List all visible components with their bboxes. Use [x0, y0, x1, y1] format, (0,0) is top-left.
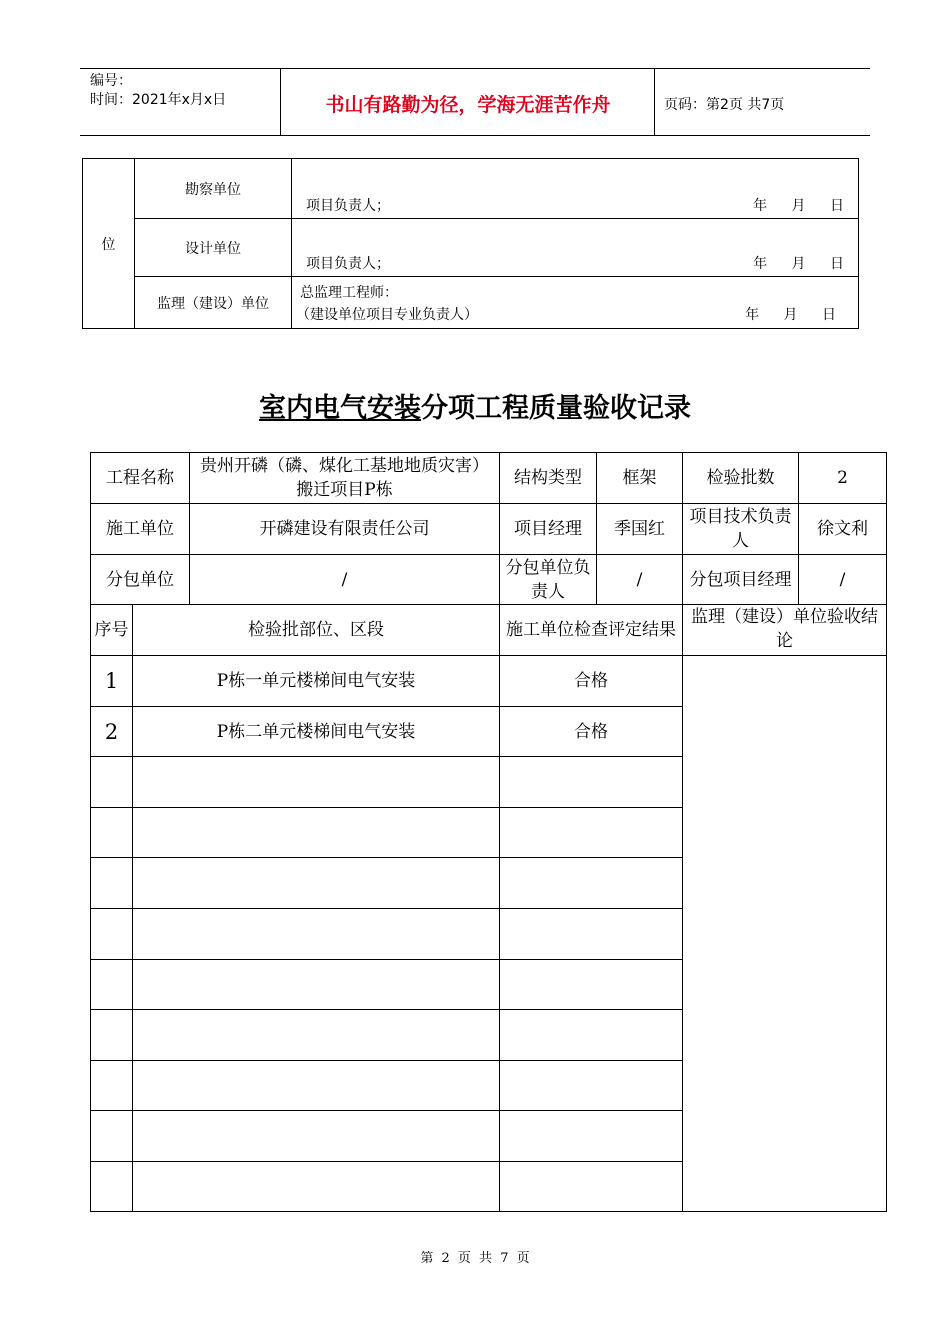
item-seq	[91, 960, 133, 1010]
sign-label: 项目负责人；	[306, 256, 390, 272]
structure-label: 结构类型	[500, 453, 597, 504]
item-seq	[91, 1061, 133, 1111]
item-result: 合格	[500, 707, 683, 757]
page-footer: 第 2 页 共 7 页	[420, 1251, 530, 1266]
table-row	[91, 555, 887, 605]
date-label: 年 月 日	[753, 198, 844, 214]
structure-value: 框架	[597, 453, 683, 504]
item-seq	[91, 808, 133, 858]
item-seq	[91, 1010, 133, 1061]
item-result	[500, 858, 683, 909]
title-rest: 分项工程质量验收记录	[421, 393, 691, 424]
table-header-row	[91, 605, 887, 656]
item-result	[500, 757, 683, 808]
project-name-label: 工程名称	[91, 453, 190, 504]
item-result	[500, 1162, 683, 1212]
unit-signature-table	[82, 158, 859, 329]
serial-label: 编号：	[90, 73, 132, 89]
contractor-value: 开磷建设有限责任公司	[190, 504, 500, 555]
header-motto: 书山有路勤为径，学海无涯苦作舟	[325, 94, 611, 116]
sign-label: 总监理工程师：	[300, 285, 398, 301]
item-seq	[91, 757, 133, 808]
title-underlined: 室内电气安装	[259, 393, 421, 424]
sign-label: 项目负责人；	[306, 198, 390, 214]
subcontractor-label: 分包单位	[91, 555, 190, 605]
sign-cell	[292, 219, 859, 277]
unit-name: 监理（建设）单位	[135, 277, 292, 329]
col-seq-header: 序号	[91, 605, 133, 656]
table-row	[83, 277, 859, 329]
item-location	[133, 960, 500, 1010]
sub-lead-label: 分包单位负责人	[500, 555, 597, 605]
units-left-label: 位	[83, 159, 135, 329]
tech-lead-value: 徐文利	[799, 504, 887, 555]
pm-value: 季国红	[597, 504, 683, 555]
item-seq	[91, 858, 133, 909]
conclusion-cell	[683, 656, 887, 1212]
pm-label: 项目经理	[500, 504, 597, 555]
header-top-rule	[80, 68, 870, 69]
unit-name: 勘察单位	[135, 159, 292, 219]
table-row	[83, 159, 859, 219]
item-seq	[91, 909, 133, 960]
item-location	[133, 1162, 500, 1212]
sub-lead-value: /	[597, 555, 683, 605]
sign-label: （建设单位项目专业负责人）	[296, 307, 478, 323]
header-divider	[654, 68, 655, 135]
item-seq: 2	[91, 707, 133, 757]
item-location	[133, 858, 500, 909]
item-seq	[91, 1162, 133, 1212]
time-label: 时间：2021年x月x日	[90, 92, 227, 108]
item-seq	[91, 1111, 133, 1162]
item-result	[500, 808, 683, 858]
item-result	[500, 1111, 683, 1162]
sub-pm-value: /	[799, 555, 887, 605]
item-result	[500, 909, 683, 960]
header-divider	[280, 68, 281, 135]
item-location: P栋二单元楼梯间电气安装	[133, 707, 500, 757]
unit-name: 设计单位	[135, 219, 292, 277]
item-result	[500, 960, 683, 1010]
sign-cell	[292, 159, 859, 219]
table-row	[83, 219, 859, 277]
tech-lead-label: 项目技术负责人	[683, 504, 799, 555]
item-result	[500, 1010, 683, 1061]
header-meta	[90, 72, 226, 110]
item-seq: 1	[91, 656, 133, 707]
sign-cell	[292, 277, 859, 329]
col-result-header: 施工单位检查评定结果	[500, 605, 683, 656]
header-page-label: 页码：第2页 共7页	[664, 97, 785, 113]
date-label: 年 月 日	[753, 256, 844, 272]
item-location	[133, 1111, 500, 1162]
item-location	[133, 1061, 500, 1111]
item-result	[500, 1061, 683, 1111]
table-row	[91, 453, 887, 504]
subcontractor-value: /	[190, 555, 500, 605]
col-location-header: 检验批部位、区段	[133, 605, 500, 656]
project-name: 贵州开磷（磷、煤化工基地地质灾害）搬迁项目P栋	[190, 453, 500, 504]
header-bottom-rule	[80, 135, 870, 136]
date-label: 年 月 日	[745, 307, 836, 323]
table-row	[91, 504, 887, 555]
item-location	[133, 1010, 500, 1061]
page-title	[0, 386, 950, 425]
item-result: 合格	[500, 656, 683, 707]
batch-count-label: 检验批数	[683, 453, 799, 504]
acceptance-record-table	[90, 452, 887, 1212]
contractor-label: 施工单位	[91, 504, 190, 555]
item-location	[133, 909, 500, 960]
col-conclusion-header: 监理（建设）单位验收结论	[683, 605, 887, 656]
sub-pm-label: 分包项目经理	[683, 555, 799, 605]
item-location	[133, 757, 500, 808]
item-location	[133, 808, 500, 858]
batch-count-value: 2	[799, 453, 887, 504]
table-row	[91, 656, 887, 707]
item-location: P栋一单元楼梯间电气安装	[133, 656, 500, 707]
